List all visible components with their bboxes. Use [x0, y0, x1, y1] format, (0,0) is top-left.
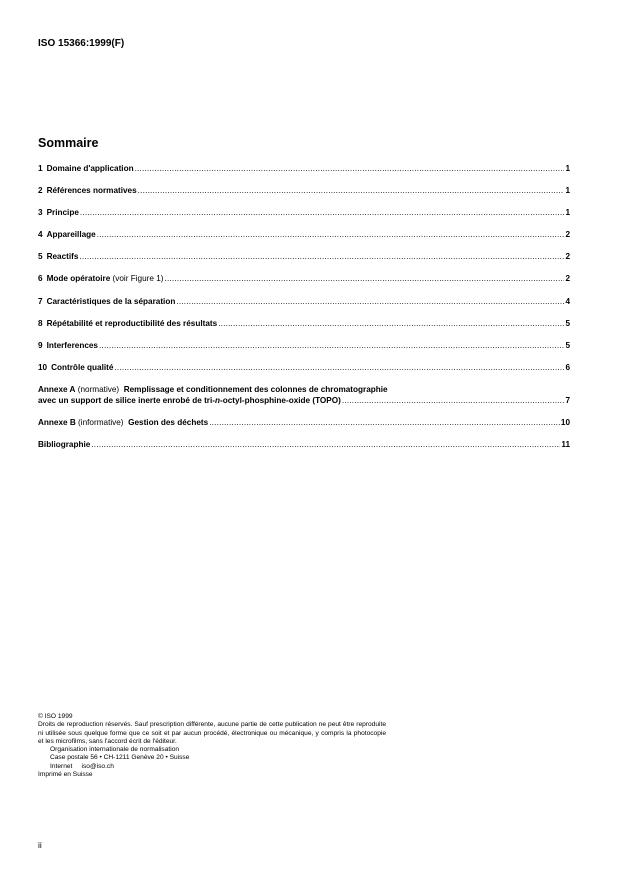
toc-entry-bibliography[interactable]: [38, 439, 570, 450]
toc-entry-number: 2: [38, 186, 43, 196]
toc-entry-3[interactable]: [38, 207, 570, 218]
copyright-line: © ISO 1999: [38, 713, 73, 720]
toc-entry-page: 2: [565, 252, 570, 262]
dot-leader: [80, 207, 565, 218]
toc-entry-page: 4: [565, 296, 570, 306]
toc-entry-number: 7: [38, 296, 43, 306]
toc-entry-title: Interferences: [46, 340, 98, 350]
annex-a-title-line2-pre: avec un support de silice inerte enrobé de tri-: [38, 395, 215, 405]
org-name: Organisation internationale de normalisation: [50, 746, 180, 754]
toc-entry-number: 3: [38, 208, 43, 218]
dot-leader: [176, 296, 564, 307]
toc-entry-number: 9: [38, 340, 43, 350]
dot-leader: [135, 163, 565, 174]
dot-leader: [91, 439, 560, 450]
toc-entry-number: 1: [38, 164, 43, 173]
annex-a-type: (normative): [75, 384, 120, 394]
annex-a-title-line1: Remplissage et conditionnement des colonnes de chromatographie: [123, 384, 388, 394]
annex-b-page: 10: [560, 418, 570, 428]
toc-entry-title: Appareillage: [46, 230, 96, 240]
toc-entry-title: Principe: [46, 208, 79, 218]
toc-entry-page: 1: [565, 164, 570, 173]
annex-a-title-line2-post: -octyl-phosphine-oxide (TOPO): [220, 395, 341, 405]
toc-entry-title: Mode opératoire: [46, 274, 111, 284]
toc-entry-number: 5: [38, 252, 43, 262]
annex-a-label: Annexe A: [38, 384, 76, 394]
annex-a-title-line2-italic: n: [215, 395, 221, 405]
toc-entry-7[interactable]: [38, 296, 570, 307]
toc-entry-page: 1: [565, 186, 570, 196]
toc-entry-title: Répétabilité et reproductibilité des résultats: [46, 318, 218, 328]
page-number: ii: [38, 840, 42, 850]
dot-leader: [114, 362, 564, 373]
toc-entry-page: 1: [565, 208, 570, 218]
toc-entry-2[interactable]: [38, 185, 570, 196]
toc-entry-6[interactable]: [38, 273, 570, 284]
printed-in: Imprimé en Suisse: [38, 771, 93, 779]
toc-entry-1[interactable]: [38, 163, 570, 174]
toc-entry-title: Domaine d'application: [46, 164, 134, 173]
toc-entry-page: 6: [565, 362, 570, 372]
annex-b-title: Gestion des déchets: [128, 418, 209, 428]
toc-entry-page: 5: [565, 340, 570, 350]
toc-entry-8[interactable]: [38, 318, 570, 329]
toc-entry-title: Caractéristiques de la séparation: [46, 296, 176, 306]
toc-entry-number: 10: [38, 362, 48, 372]
standard-header: ISO 15366:1999(F): [38, 38, 125, 49]
toc-entry-10[interactable]: [38, 362, 570, 373]
dot-leader: [79, 251, 564, 262]
annex-a-page: 7: [565, 395, 570, 405]
toc-entry-5[interactable]: [38, 251, 570, 262]
toc-entry-title: Références normatives: [46, 186, 137, 196]
dot-leader: [99, 340, 564, 351]
toc-entry-extra: (voir Figure 1): [110, 274, 164, 284]
toc-entry-9[interactable]: [38, 340, 570, 351]
toc-entry-annex-a[interactable]: [38, 384, 570, 406]
dot-leader: [97, 229, 565, 240]
bibliography-page: 11: [561, 440, 570, 450]
dot-leader: [209, 417, 560, 428]
org-address: Case postale 56 • CH-1211 Genève 20 • Suisse: [50, 754, 190, 762]
dot-leader: [138, 185, 565, 196]
rights-text: Droits de reproduction réservés. Sauf prescription différente, aucune partie de cette publication ne peut être reproduite ni utilisée sous quelque forme que ce soit et par aucun procédé, électronique ou mécanique, y compris la photocopie et les microfilms, sans l'accord écrit de l'éditeur.: [38, 721, 386, 745]
toc-entry-page: 2: [565, 274, 570, 284]
toc-entry-4[interactable]: [38, 229, 570, 240]
table-of-contents: [38, 163, 570, 461]
dot-leader: [165, 273, 565, 284]
toc-entry-number: 4: [38, 230, 43, 240]
bibliography-title: Bibliographie: [38, 440, 91, 450]
annex-b-type: (informative): [75, 418, 124, 428]
toc-entry-number: 8: [38, 318, 43, 328]
toc-entry-title: Reactifs: [46, 252, 79, 262]
toc-entry-page: 2: [565, 230, 570, 240]
annex-b-label: Annexe B: [38, 418, 76, 428]
toc-title: Sommaire: [38, 136, 99, 150]
toc-entry-title: Contrôle qualité: [51, 362, 114, 372]
toc-entry-number: 6: [38, 274, 43, 284]
dot-leader: [342, 395, 565, 406]
org-internet: Internet iso@iso.ch: [50, 762, 114, 770]
toc-entry-page: 5: [565, 318, 570, 328]
dot-leader: [218, 318, 564, 329]
toc-entry-annex-b[interactable]: [38, 417, 570, 428]
copyright-block: [38, 713, 386, 779]
